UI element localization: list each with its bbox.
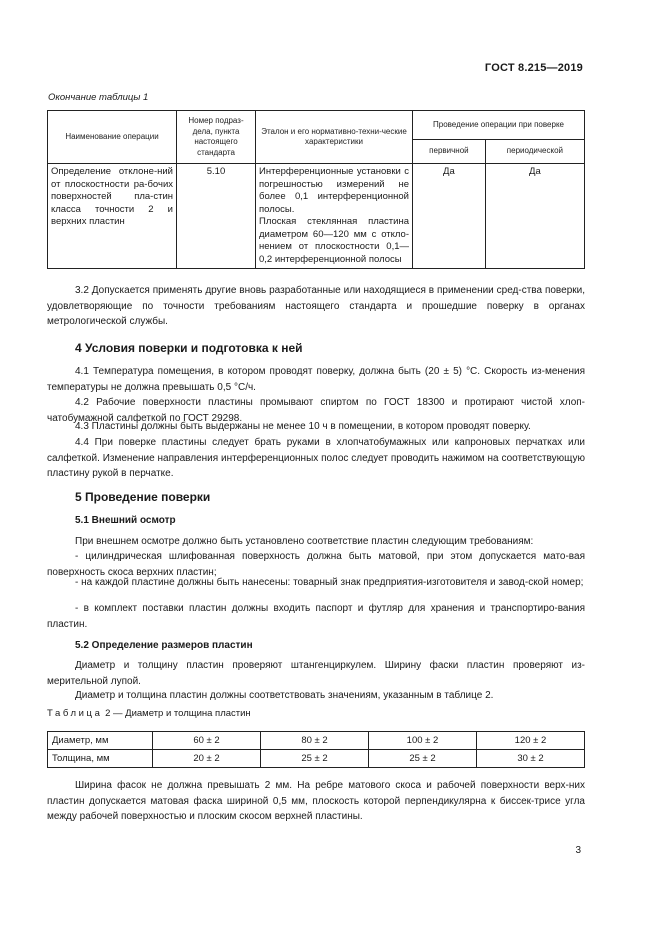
table1-etalon-line1: Интерференционные установки с погрешностью измерений не более 0,1 интерференционной полосы. bbox=[259, 166, 409, 215]
section4-title: 4 Условия поверки и подготовка к ней bbox=[75, 341, 303, 355]
table-row bbox=[48, 750, 585, 768]
paragraph-5-2-2: Диаметр и толщина пластин должны соответствовать значениям, указанным в таблице 2. bbox=[75, 690, 494, 701]
table2-cell: 80 ± 2 bbox=[261, 732, 369, 750]
table1-header-primary: первичной bbox=[413, 140, 486, 164]
paragraph-4-3: 4.3 Пластины должны быть выдержаны не менее 10 ч в помещении, в котором проводят поверку. bbox=[75, 421, 531, 432]
table2-cell: 120 ± 2 bbox=[477, 732, 585, 750]
section5-2-title: 5.2 Определение размеров пластин bbox=[75, 640, 253, 651]
paragraph-5-2-1: Диаметр и толщину пластин проверяют штангенциркулем. Ширину фаски пластин проверяют из-мерительной лупой. bbox=[47, 660, 585, 687]
paragraph-4-1: 4.1 Температура помещения, в котором проводят поверку, должна быть (20 ± 5) °С. Скорость из-менения температуры не должна превышать 0,5 °С/ч. bbox=[47, 366, 585, 393]
table2-cell: 100 ± 2 bbox=[369, 732, 477, 750]
paragraph-3-2: 3.2 Допускается применять другие вновь разработанные или находящиеся в применении сред-ства поверки, удовлетворяющие по точности требованиям настоящего стандарта и прошедшие поверку в органах метрологической службы. bbox=[47, 285, 585, 327]
paragraph-4-4: 4.4 При поверке пластины следует брать руками в хлопчатобумажных или капроновых перчатках или салфеткой. Изменение направления интерференционных полос следует проводить нажимом на соответствующую пластину рукой в перчатке. bbox=[47, 437, 585, 479]
standard-header: ГОСТ 8.215—2019 bbox=[484, 62, 583, 74]
list-item-surface: - цилиндрическая шлифованная поверхность должна быть матовой, при этом допускается мато-вая поверхность скоса верхних пластин; bbox=[47, 551, 585, 578]
table2-cell: 20 ± 2 bbox=[153, 750, 261, 768]
table1-cell-number: 5.10 bbox=[177, 164, 256, 269]
table1-header-conduct: Проведение операции при поверке bbox=[413, 111, 585, 140]
section5-1-title: 5.1 Внешний осмотр bbox=[75, 515, 176, 526]
page-number: 3 bbox=[575, 845, 581, 856]
table2-row-label: Диаметр, мм bbox=[48, 732, 153, 750]
table1-cell-primary: Да bbox=[413, 164, 486, 269]
table1-header-number: Номер подраз-дела, пункта настоящего стандарта bbox=[177, 111, 256, 164]
table1-caption: Окончание таблицы 1 bbox=[48, 92, 149, 103]
table2-caption-word: Таблица bbox=[47, 708, 103, 719]
list-item-marking: - на каждой пластине должны быть нанесены: товарный знак предприятия-изготовителя и завод-ской номер; bbox=[75, 577, 584, 588]
table1-etalon-line2: Плоская стеклянная пластина диаметром 60—120 мм с откло-нением от плоскостности 0,1—0,2 интерференционной полосы bbox=[259, 216, 409, 265]
table2-cell: 25 ± 2 bbox=[261, 750, 369, 768]
table1-header-name: Наименование операции bbox=[48, 111, 177, 164]
paragraph-final: Ширина фасок не должна превышать 2 мм. На ребре матового скоса и рабочей поверхности верх-них пластин допускается матовая фаска шириной 0,5 мм, плоскость которой перпендикулярна к биссек-трисе угла между рабочей поверхностью и плоским скосом верхней пластины. bbox=[47, 780, 585, 822]
table2-caption-text: 2 — Диаметр и толщина пластин bbox=[105, 708, 251, 719]
list-item-delivery: - в комплект поставки пластин должны входить паспорт и футляр для хранения и транспортиро-вания пластин. bbox=[47, 603, 585, 630]
table1-header-etalon: Эталон и его нормативно-техни-ческие характеристики bbox=[256, 111, 413, 164]
paragraph-5-1-intro: При внешнем осмотре должно быть установлено соответствие пластин следующим требованиям: bbox=[75, 536, 534, 547]
table1-cell-etalon bbox=[256, 164, 413, 269]
table-row bbox=[48, 732, 585, 750]
table2-cell: 25 ± 2 bbox=[369, 750, 477, 768]
table1-cell-operation: Определение отклоне-ний от плоскостности ра-бочих поверхностей пла-стин класса точности 2 и верхних пластин bbox=[48, 164, 177, 269]
paragraph-4-2: 4.2 Рабочие поверхности пластины промывают спиртом по ГОСТ 18300 и протирают чистой хлоп-чатобумажной салфеткой по ГОСТ 29298. bbox=[47, 397, 585, 424]
table2-cell: 60 ± 2 bbox=[153, 732, 261, 750]
table2-cell: 30 ± 2 bbox=[477, 750, 585, 768]
table1-cell-periodic: Да bbox=[485, 164, 584, 269]
table2 bbox=[47, 731, 585, 768]
section5-title: 5 Проведение поверки bbox=[75, 490, 211, 504]
table2-caption bbox=[47, 708, 251, 719]
table2-row-label: Толщина, мм bbox=[48, 750, 153, 768]
table1 bbox=[47, 110, 585, 269]
table1-header-periodic: периодической bbox=[485, 140, 584, 164]
